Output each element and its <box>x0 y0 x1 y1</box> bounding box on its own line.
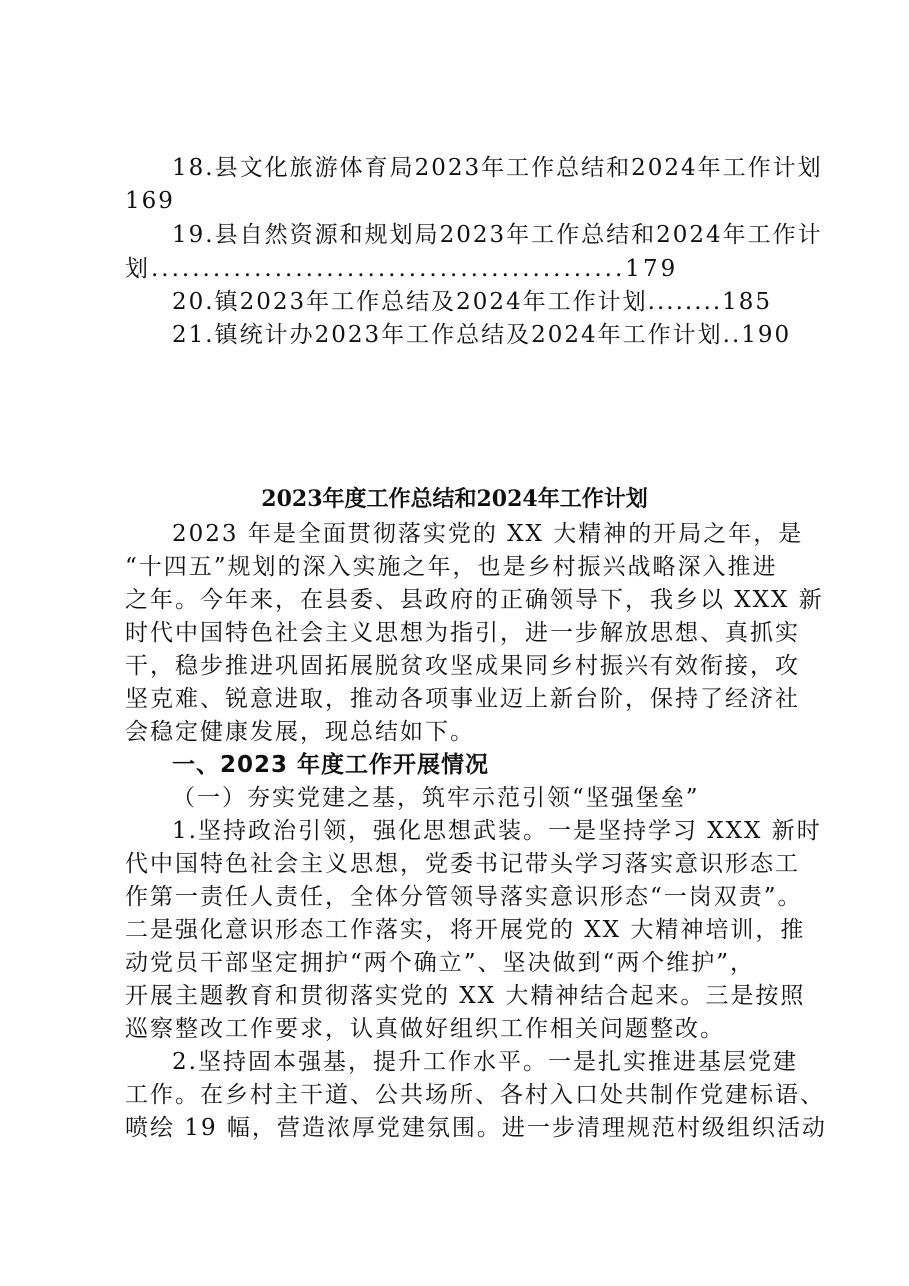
body-line: 坚克难、锐意进取，推动各项事业迈上新台阶，保持了经济社 <box>125 686 800 712</box>
body-line: 喷绘 19 幅，营造浓厚党建氛围。进一步清理规范村级组织活动 <box>125 1115 827 1141</box>
body-line: 之年。今年来，在县委、县政府的正确领导下，我乡以 XXX 新 <box>125 587 824 613</box>
body-line: 动党员干部坚定拥护“两个确立”、坚决做到“两个维护”， <box>125 950 756 976</box>
body-line: 干，稳步推进巩固拓展脱贫攻坚成果同乡村振兴有效衔接，攻 <box>125 653 800 679</box>
toc-entry-20: 20.镇2023年工作总结及2024年工作计划........185 <box>172 289 773 315</box>
body-line: 开展主题教育和贯彻落实党的 XX 大精神结合起来。三是按照 <box>125 983 806 1009</box>
toc-entry-18: 18.县文化旅游体育局2023年工作总结和2024年工作计划 <box>172 155 823 181</box>
body-line: “十四五”规划的深入实施之年，也是乡村振兴战略深入推进 <box>125 554 778 580</box>
body-line: 2.坚持固本强基，提升工作水平。一是扎实推进基层党建 <box>172 1049 798 1075</box>
toc-entry-19-page: 划..............................................179 <box>125 256 679 282</box>
toc-entry-21: 21.镇统计办2023年工作总结及2024年工作计划..190 <box>172 322 792 348</box>
body-line: 2023 年是全面贯彻落实党的 XX 大精神的开局之年，是 <box>172 521 804 547</box>
section-heading-1: 一、2023 年度工作开展情况 <box>172 752 490 778</box>
body-line: 巡察整改工作要求，认真做好组织工作相关问题整改。 <box>125 1016 725 1042</box>
body-line: 会稳定健康发展，现总结如下。 <box>125 719 475 745</box>
body-line: 代中国特色社会主义思想，党委书记带头学习落实意识形态工 <box>125 851 800 877</box>
body-line: 1.坚持政治引领，强化思想武装。一是坚持学习 XXX 新时 <box>172 818 822 844</box>
document-title: 2023年度工作总结和2024年工作计划 <box>261 486 648 512</box>
body-line: 作第一责任人责任，全体分管领导落实意识形态“一岗双责”。 <box>125 884 803 910</box>
body-text <box>125 518 827 1145</box>
body-line: 二是强化意识形态工作落实，将开展党的 XX 大精神培训，推 <box>125 917 806 943</box>
toc-entry-19: 19.县自然资源和规划局2023年工作总结和2024年工作计 <box>172 222 823 248</box>
body-line: 工作。在乡村主干道、公共场所、各村入口处共制作党建标语、 <box>125 1082 825 1108</box>
toc-entry-18-page: 169 <box>125 188 175 214</box>
subsection-heading-1: （一）夯实党建之基，筑牢示范引领“坚强堡垒” <box>172 785 700 811</box>
body-line: 时代中国特色社会主义思想为指引，进一步解放思想、真抓实 <box>125 620 800 646</box>
